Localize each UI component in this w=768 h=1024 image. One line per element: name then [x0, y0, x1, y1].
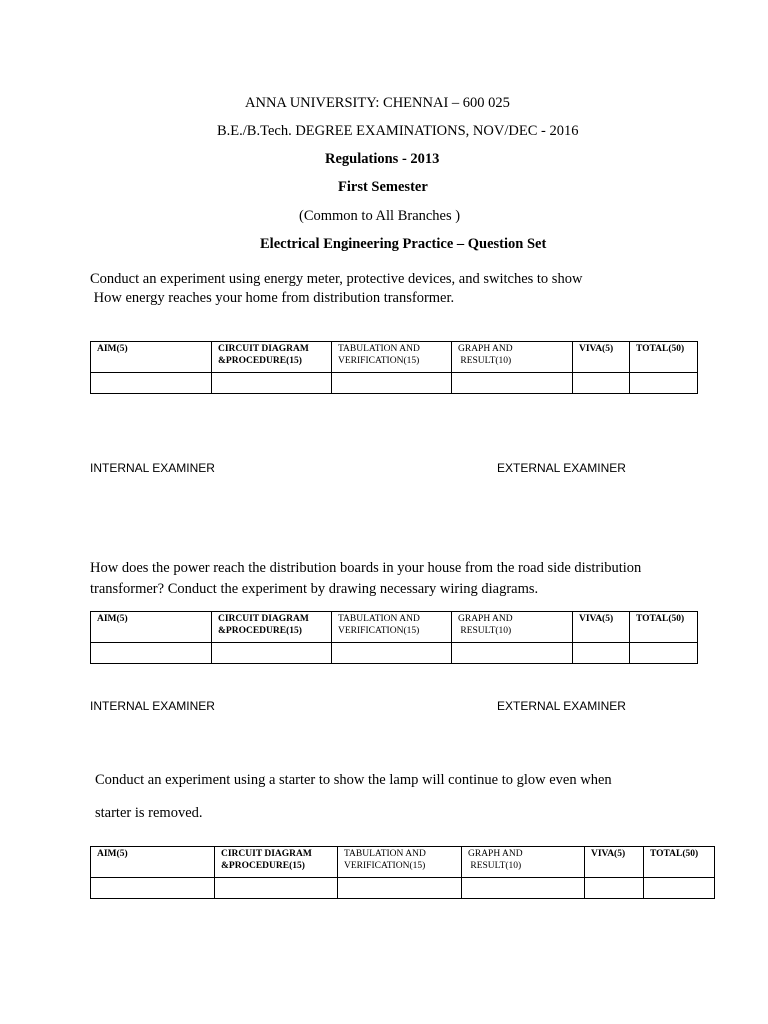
tabulation-header: TABULATION AND VERIFICATION(15)	[332, 342, 452, 373]
semester-title: First Semester	[338, 179, 428, 195]
regulations-title: Regulations - 2013	[325, 151, 440, 167]
tabulation-header: TABULATION AND VERIFICATION(15)	[332, 612, 452, 643]
graph-header: GRAPH AND RESULT(10)	[452, 342, 573, 373]
circuit-header: CIRCUIT DIAGRAM &PROCEDURE(15)	[212, 342, 332, 373]
viva-header: VIVA(5)	[573, 612, 630, 643]
graph-cell[interactable]	[452, 373, 573, 394]
tabulation-cell[interactable]	[332, 643, 452, 664]
total-cell[interactable]	[630, 373, 698, 394]
circuit-header: CIRCUIT DIAGRAM &PROCEDURE(15)	[212, 612, 332, 643]
total-header: TOTAL(50)	[630, 342, 698, 373]
question-1-line-2: How energy reaches your home from distribution transformer.	[90, 290, 455, 306]
total-header: TOTAL(50)	[644, 847, 715, 878]
branches-title: (Common to All Branches )	[299, 208, 461, 224]
aim-header: AIM(5)	[91, 342, 212, 373]
viva-cell[interactable]	[573, 643, 630, 664]
internal-examiner-label-2: INTERNAL EXAMINER	[90, 699, 215, 713]
graph-header: GRAPH AND RESULT(10)	[452, 612, 573, 643]
viva-cell[interactable]	[585, 878, 644, 899]
marks-table-1	[90, 341, 698, 394]
university-title: ANNA UNIVERSITY: CHENNAI – 600 025	[245, 95, 510, 111]
circuit-cell[interactable]	[215, 878, 338, 899]
marks-table-3	[90, 846, 715, 899]
question-2-line-2: transformer? Conduct the experiment by drawing necessary wiring diagrams.	[90, 581, 539, 597]
external-examiner-label-1: EXTERNAL EXAMINER	[497, 461, 626, 475]
question-1-line-1: Conduct an experiment using energy meter, protective devices, and switches to show	[90, 271, 583, 287]
internal-examiner-label-1: INTERNAL EXAMINER	[90, 461, 215, 475]
total-cell[interactable]	[644, 878, 715, 899]
question-1	[90, 270, 710, 308]
subject-title: Electrical Engineering Practice – Question Set	[260, 236, 547, 252]
circuit-cell[interactable]	[212, 373, 332, 394]
question-3-line-2: starter is removed.	[95, 805, 203, 821]
question-3-line-1: Conduct an experiment using a starter to show the lamp will continue to glow even when	[95, 772, 612, 788]
graph-header: GRAPH AND RESULT(10)	[462, 847, 585, 878]
viva-cell[interactable]	[573, 373, 630, 394]
tabulation-cell[interactable]	[338, 878, 462, 899]
graph-cell[interactable]	[452, 643, 573, 664]
viva-header: VIVA(5)	[585, 847, 644, 878]
aim-cell[interactable]	[91, 373, 212, 394]
external-examiner-label-2: EXTERNAL EXAMINER	[497, 699, 626, 713]
total-cell[interactable]	[630, 643, 698, 664]
graph-cell[interactable]	[462, 878, 585, 899]
marks-table-2	[90, 611, 698, 664]
tabulation-cell[interactable]	[332, 373, 452, 394]
aim-header: AIM(5)	[91, 612, 212, 643]
circuit-header: CIRCUIT DIAGRAM &PROCEDURE(15)	[215, 847, 338, 878]
tabulation-header: TABULATION AND VERIFICATION(15)	[338, 847, 462, 878]
question-2-line-1: How does the power reach the distribution boards in your house from the road side distribution	[90, 560, 642, 576]
aim-cell[interactable]	[91, 643, 212, 664]
aim-cell[interactable]	[91, 878, 215, 899]
question-3	[95, 764, 715, 830]
aim-header: AIM(5)	[91, 847, 215, 878]
circuit-cell[interactable]	[212, 643, 332, 664]
viva-header: VIVA(5)	[573, 342, 630, 373]
question-2	[90, 558, 730, 600]
exam-title: B.E./B.Tech. DEGREE EXAMINATIONS, NOV/DEC - 2016	[217, 123, 579, 139]
total-header: TOTAL(50)	[630, 612, 698, 643]
